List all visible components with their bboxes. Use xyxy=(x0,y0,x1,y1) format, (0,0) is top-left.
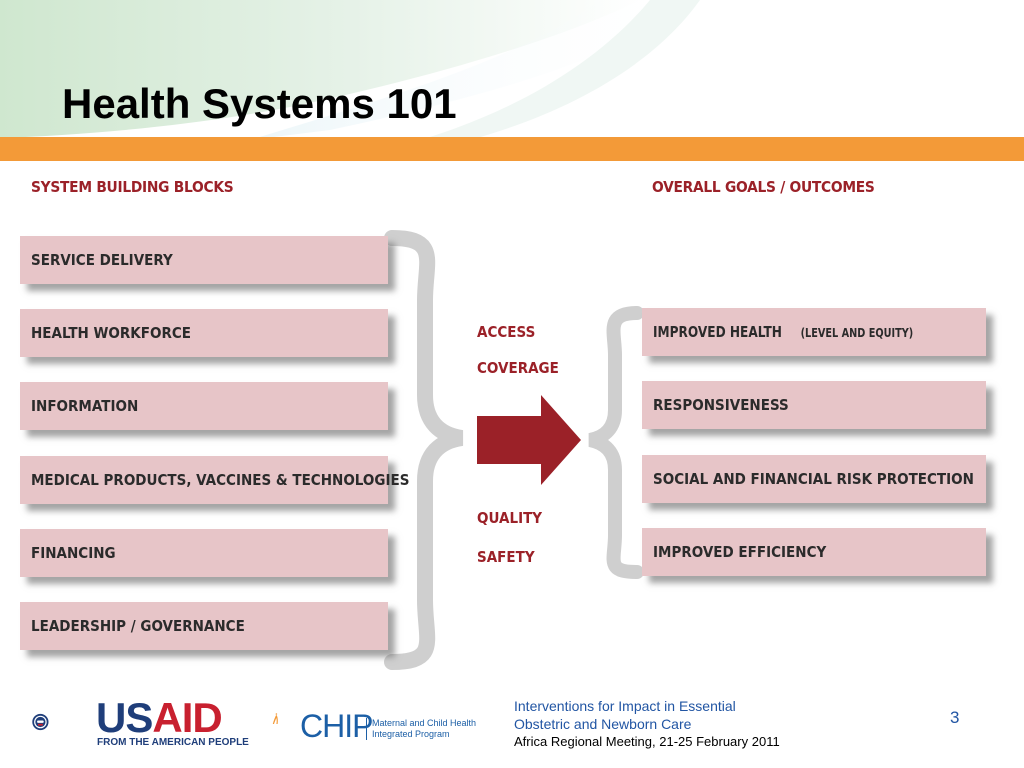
outcome-responsiveness: RESPONSIVENESS xyxy=(642,381,986,429)
outcome-improved-efficiency: IMPROVED EFFICIENCY xyxy=(642,528,986,576)
label-quality: QUALITY xyxy=(477,509,543,527)
building-block-information: INFORMATION xyxy=(20,382,388,430)
right-curly-brace-icon xyxy=(590,313,637,572)
outcome-risk-protection: SOCIAL AND FINANCIAL RISK PROTECTION xyxy=(642,455,986,503)
label-coverage: COVERAGE xyxy=(477,359,559,377)
building-block-financing: FINANCING xyxy=(20,529,388,577)
building-blocks-heading: SYSTEM BUILDING BLOCKS xyxy=(31,178,234,196)
label-access: ACCESS xyxy=(477,323,536,341)
footer-line-3: Africa Regional Meeting, 21-25 February 2011 xyxy=(514,734,780,749)
mchip-logo: CHIP xyxy=(300,708,373,744)
building-block-health-workforce: HEALTH WORKFORCE xyxy=(20,309,388,357)
mchip-tagline: Maternal and Child Health Integrated Program xyxy=(366,718,476,740)
footer-line-1: Interventions for Impact in Essential xyxy=(514,698,736,714)
left-curly-brace-icon xyxy=(392,238,462,662)
right-arrow-icon xyxy=(477,395,581,485)
usaid-tagline: FROM THE AMERICAN PEOPLE xyxy=(97,737,249,748)
slide-title: Health Systems 101 xyxy=(62,80,457,127)
outcomes-heading: OVERALL GOALS / OUTCOMES xyxy=(652,178,875,196)
building-block-medical-products: MEDICAL PRODUCTS, VACCINES & TECHNOLOGIES xyxy=(20,456,388,504)
usaid-seal-icon xyxy=(32,692,92,752)
building-block-leadership-governance: LEADERSHIP / GOVERNANCE xyxy=(20,602,388,650)
outcome-improved-health: IMPROVED HEALTH (LEVEL AND EQUITY) xyxy=(642,308,986,356)
usaid-logo: USAID xyxy=(96,694,222,741)
building-block-service-delivery: SERVICE DELIVERY xyxy=(20,236,388,284)
outcome-improved-health-note: (LEVEL AND EQUITY) xyxy=(800,326,914,340)
footer-meeting-info xyxy=(514,697,780,751)
label-safety: SAFETY xyxy=(477,548,535,566)
page-number: 3 xyxy=(950,708,960,727)
footer-line-2: Obstetric and Newborn Care xyxy=(514,716,692,732)
